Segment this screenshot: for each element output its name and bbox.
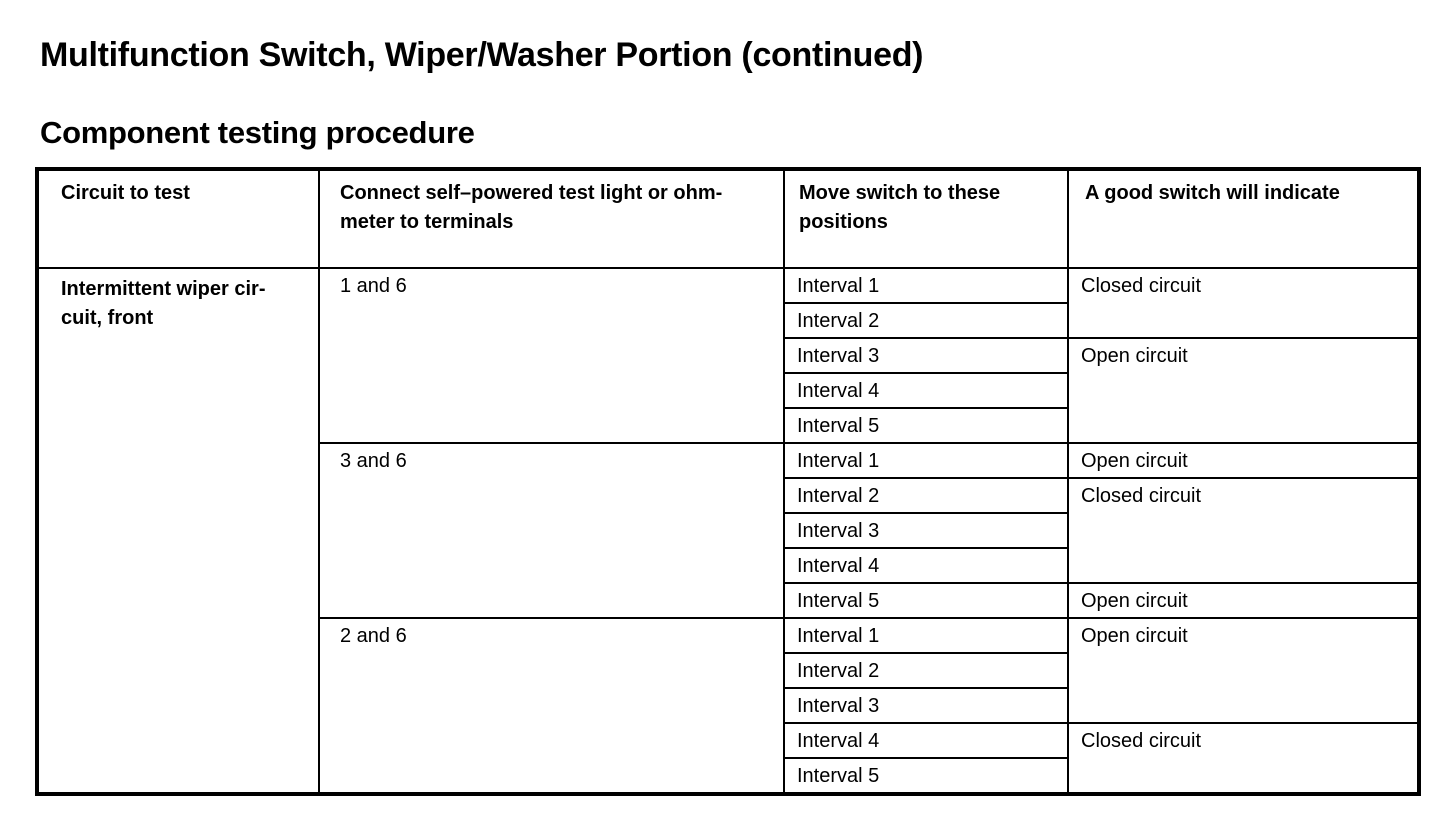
- result-cell: Open circuit: [1068, 583, 1419, 618]
- terminals-cell: 3 and 6: [319, 443, 784, 618]
- position-cell: Interval 5: [784, 583, 1068, 618]
- terminals-cell: 1 and 6: [319, 268, 784, 443]
- position-cell: Interval 2: [784, 478, 1068, 513]
- position-cell: Interval 4: [784, 723, 1068, 758]
- position-cell: Interval 1: [784, 443, 1068, 478]
- table-row: [37, 268, 1419, 303]
- position-cell: Interval 3: [784, 688, 1068, 723]
- position-cell: Interval 2: [784, 303, 1068, 338]
- position-cell: Interval 3: [784, 338, 1068, 373]
- result-cell: Closed circuit: [1068, 268, 1419, 338]
- circuit-name-cell: Intermittent wiper cir-cuit, front: [37, 268, 319, 794]
- terminals-cell: 2 and 6: [319, 618, 784, 794]
- header-good-switch-indication: A good switch will indicate: [1068, 169, 1419, 268]
- result-cell: Open circuit: [1068, 618, 1419, 723]
- position-cell: Interval 5: [784, 408, 1068, 443]
- position-cell: Interval 4: [784, 373, 1068, 408]
- component-testing-table: [35, 167, 1421, 796]
- result-cell: Closed circuit: [1068, 723, 1419, 794]
- position-cell: Interval 1: [784, 618, 1068, 653]
- result-cell: Open circuit: [1068, 443, 1419, 478]
- header-circuit-to-test: Circuit to test: [37, 169, 319, 268]
- result-cell: Open circuit: [1068, 338, 1419, 443]
- table-header-row: [37, 169, 1419, 268]
- section-title: Component testing procedure: [40, 115, 475, 150]
- position-cell: Interval 5: [784, 758, 1068, 794]
- page-title: Multifunction Switch, Wiper/Washer Portion (continued): [40, 36, 924, 74]
- position-cell: Interval 3: [784, 513, 1068, 548]
- header-switch-positions: Move switch to these positions: [784, 169, 1068, 268]
- position-cell: Interval 2: [784, 653, 1068, 688]
- header-connect-terminals: Connect self–powered test light or ohm-meter to terminals: [319, 169, 784, 268]
- position-cell: Interval 1: [784, 268, 1068, 303]
- position-cell: Interval 4: [784, 548, 1068, 583]
- result-cell: Closed circuit: [1068, 478, 1419, 583]
